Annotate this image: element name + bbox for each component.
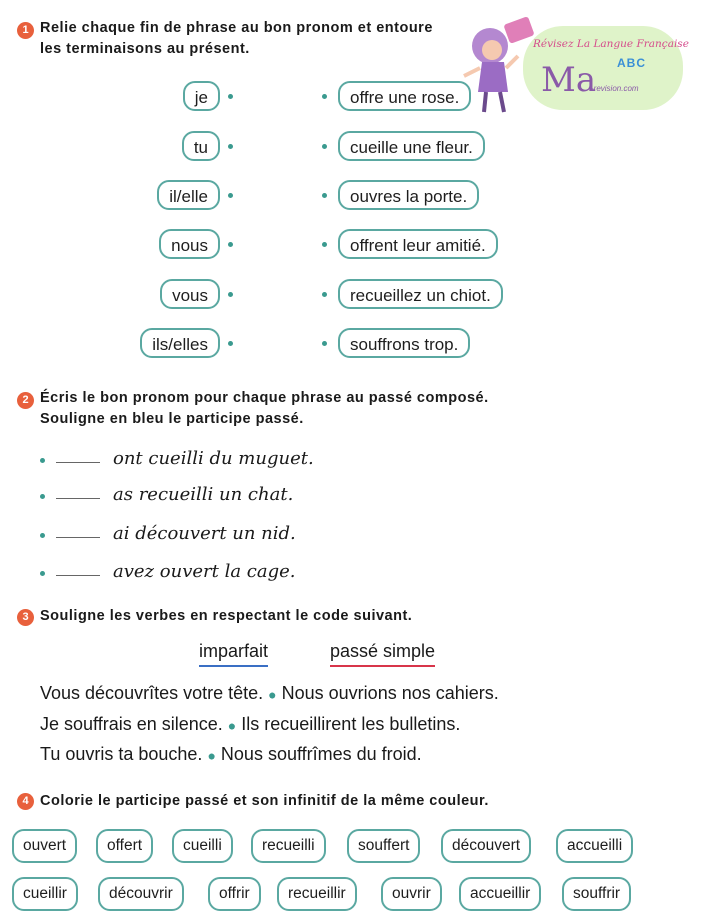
exercise-1-instruction-line1: Relie chaque fin de phrase au bon pronom et entoure	[40, 20, 433, 36]
participle-pill[interactable]: accueilli	[556, 829, 633, 863]
pronoun-link-dot[interactable]	[228, 144, 233, 149]
pronoun-pill[interactable]: ils/elles	[140, 328, 220, 358]
participle-pill[interactable]: recueilli	[251, 829, 326, 863]
pronoun-blank[interactable]	[56, 462, 100, 463]
pronoun-link-dot[interactable]	[228, 193, 233, 198]
bullet-separator: ●	[227, 717, 237, 734]
logo-abc: ABC	[617, 56, 646, 70]
infinitive-pill[interactable]: cueillir	[12, 877, 78, 911]
ending-pill[interactable]: souffrons trop.	[338, 328, 470, 358]
exercise-3-instruction: Souligne les verbes en respectant le code suivant.	[40, 608, 413, 624]
verb-sentence[interactable]: Nous ouvrions nos cahiers.	[281, 683, 499, 703]
ending-link-dot[interactable]	[322, 341, 327, 346]
exercise-4-instruction: Colorie le participe passé et son infinitif de la même couleur.	[40, 793, 489, 809]
infinitive-pill[interactable]: ouvrir	[381, 877, 442, 911]
infinitive-pill[interactable]: souffrir	[562, 877, 631, 911]
pronoun-pill[interactable]: je	[183, 81, 220, 111]
logo-brand: Ma	[541, 60, 597, 100]
ending-link-dot[interactable]	[322, 242, 327, 247]
watermark-logo	[523, 26, 689, 110]
ending-pill[interactable]: cueille une fleur.	[338, 131, 485, 161]
exercise-2-number: 2	[17, 392, 34, 409]
bullet-dot	[40, 533, 45, 538]
pronoun-blank[interactable]	[56, 537, 100, 538]
ending-link-dot[interactable]	[322, 292, 327, 297]
exercise-4-number: 4	[17, 793, 34, 810]
bullet-separator: ●	[207, 747, 216, 764]
ending-link-dot[interactable]	[322, 144, 327, 149]
pronoun-pill[interactable]: vous	[160, 279, 220, 309]
sentence-line	[40, 683, 499, 704]
bullet-dot	[40, 458, 45, 463]
participle-pill[interactable]: souffert	[347, 829, 420, 863]
logo-site: -revision.com	[591, 84, 639, 93]
pronoun-blank[interactable]	[56, 498, 100, 499]
pronoun-link-dot[interactable]	[228, 242, 233, 247]
ending-link-dot[interactable]	[322, 94, 327, 99]
exercise-1-number: 1	[17, 22, 34, 39]
verb-sentence[interactable]: Nous souffrîmes du froid.	[220, 744, 422, 764]
verb-sentence[interactable]: Vous découvrîtes votre tête.	[40, 683, 264, 703]
cursive-sentence: avez ouvert la cage.	[113, 561, 296, 582]
infinitive-pill[interactable]: offrir	[208, 877, 261, 911]
cursive-sentence: as recueilli un chat.	[113, 484, 294, 505]
cursive-sentence: ont cueilli du muguet.	[113, 448, 314, 469]
exercise-2-instruction-line2: Souligne en bleu le participe passé.	[40, 411, 304, 427]
bullet-dot	[40, 571, 45, 576]
pronoun-pill[interactable]: tu	[182, 131, 220, 161]
code-imparfait: imparfait	[199, 641, 268, 667]
sentence-line	[40, 714, 460, 735]
pronoun-link-dot[interactable]	[228, 292, 233, 297]
ending-link-dot[interactable]	[322, 193, 327, 198]
exercise-2-instruction-line1: Écris le bon pronom pour chaque phrase au passé composé.	[40, 390, 489, 406]
exercise-3-number: 3	[17, 609, 34, 626]
verb-sentence[interactable]: Tu ouvris ta bouche.	[40, 744, 203, 764]
bullet-dot	[40, 494, 45, 499]
infinitive-pill[interactable]: recueillir	[277, 877, 357, 911]
logo-tagline: Révisez La Langue Française	[533, 38, 689, 50]
infinitive-pill[interactable]: découvrir	[98, 877, 184, 911]
participle-pill[interactable]: découvert	[441, 829, 531, 863]
pronoun-pill[interactable]: nous	[159, 229, 220, 259]
cursive-sentence: ai découvert un nid.	[113, 523, 296, 544]
exercise-1-instruction-line2: les terminaisons au présent.	[40, 41, 250, 57]
participle-pill[interactable]: ouvert	[12, 829, 77, 863]
participle-pill[interactable]: cueilli	[172, 829, 233, 863]
participle-pill[interactable]: offert	[96, 829, 153, 863]
ending-pill[interactable]: ouvres la porte.	[338, 180, 479, 210]
verb-sentence[interactable]: Ils recueillirent les bulletins.	[241, 714, 461, 734]
verb-sentence[interactable]: Je souffrais en silence.	[40, 714, 223, 734]
pronoun-blank[interactable]	[56, 575, 100, 576]
sentence-line	[40, 744, 422, 765]
pronoun-link-dot[interactable]	[228, 94, 233, 99]
pronoun-pill[interactable]: il/elle	[157, 180, 220, 210]
ending-pill[interactable]: offre une rose.	[338, 81, 471, 111]
pronoun-link-dot[interactable]	[228, 341, 233, 346]
ending-pill[interactable]: offrent leur amitié.	[338, 229, 498, 259]
ending-pill[interactable]: recueillez un chiot.	[338, 279, 503, 309]
bullet-separator: ●	[268, 686, 277, 703]
code-passe-simple: passé simple	[330, 641, 435, 667]
infinitive-pill[interactable]: accueillir	[459, 877, 541, 911]
